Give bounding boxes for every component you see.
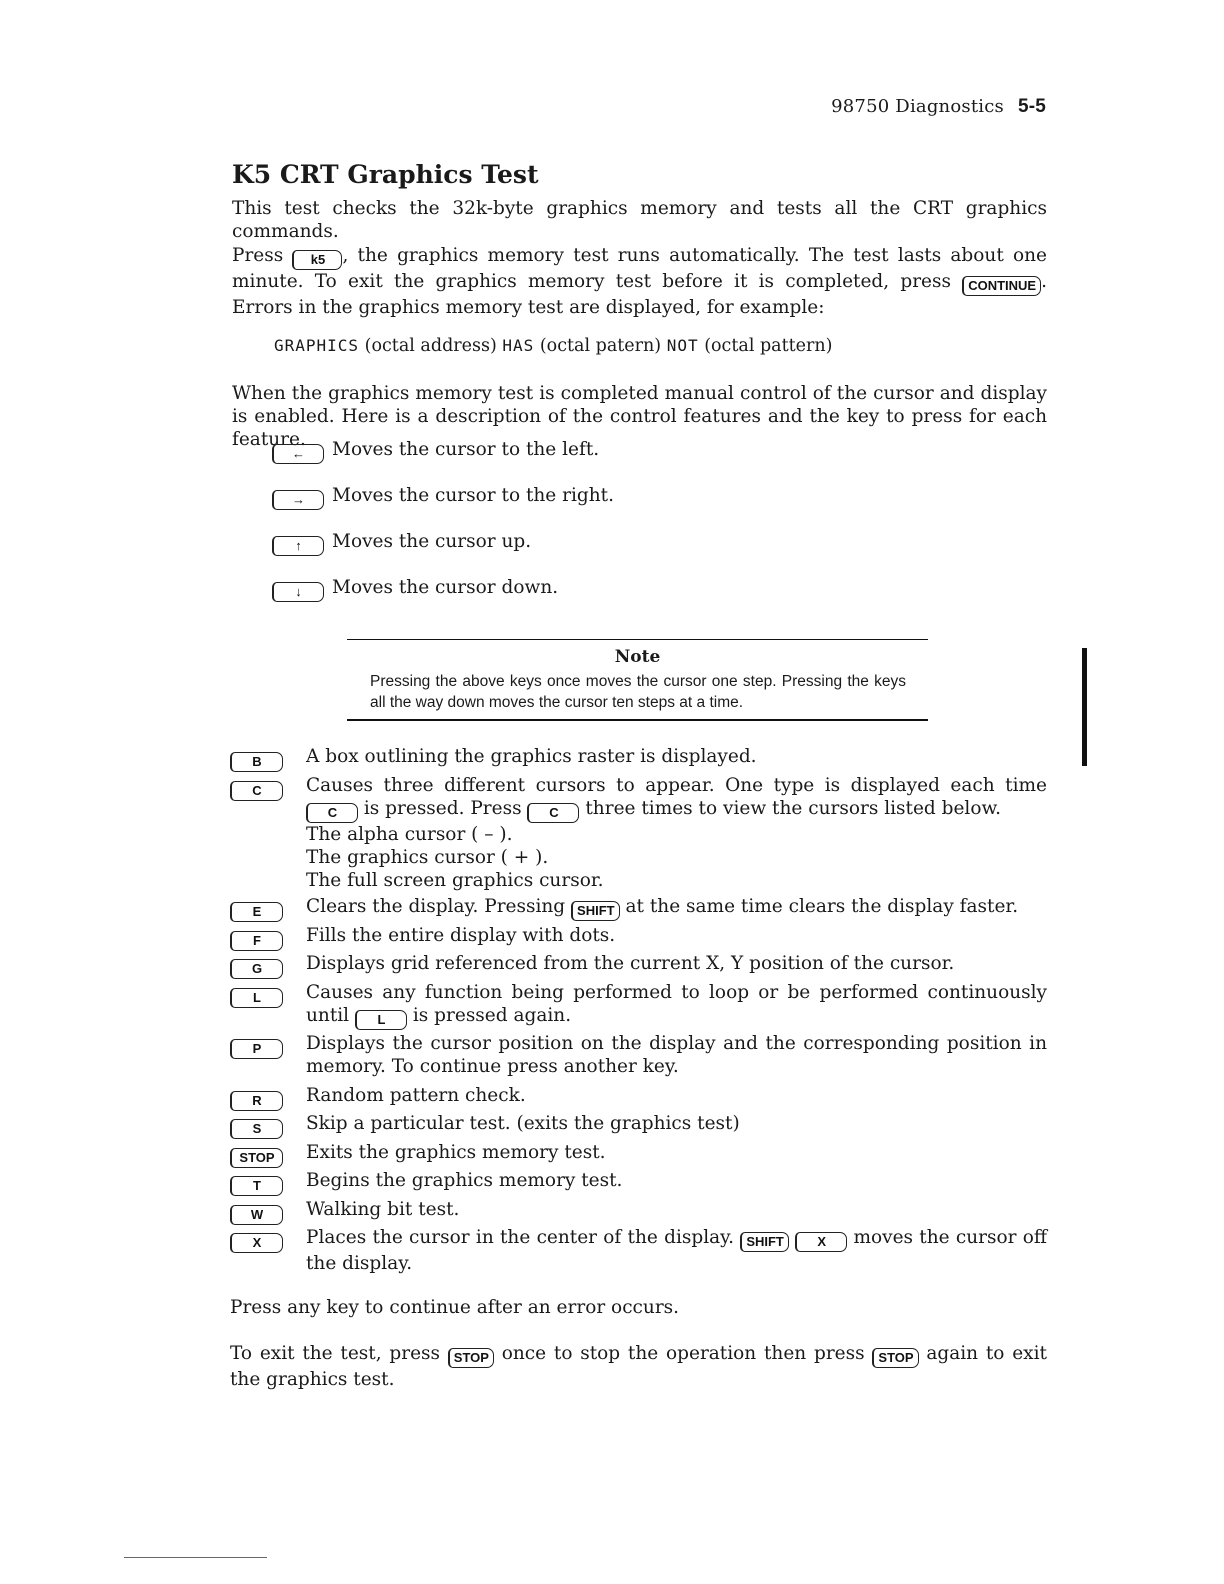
up-arrow-key: ↑ <box>272 536 324 556</box>
key-row-s <box>230 1112 1047 1135</box>
shift-key: SHIFT <box>740 1232 789 1252</box>
key-row-b <box>230 745 1047 768</box>
w-key: W <box>230 1205 283 1225</box>
text: Moves the cursor to the right. <box>332 485 614 506</box>
l-key: L <box>230 988 283 1008</box>
text: Moves the cursor up. <box>332 531 532 552</box>
footer-rule <box>124 1557 267 1558</box>
text: at the same time clears the display faster. <box>625 896 1019 917</box>
p-key: P <box>230 1039 283 1059</box>
stop-key-inline: STOP <box>448 1348 494 1368</box>
text: To exit the test, press <box>230 1343 441 1364</box>
error-example <box>274 336 833 356</box>
text: is pressed. Press <box>363 798 522 819</box>
right-arrow-key: → <box>272 490 324 510</box>
arrow-down-row <box>272 577 558 602</box>
x-key-inline: X <box>795 1232 847 1252</box>
l-key-inline: L <box>355 1010 407 1030</box>
shift-key: SHIFT <box>571 901 620 921</box>
continue-key: CONTINUE <box>962 276 1041 296</box>
text: Clears the display. Pressing <box>306 896 566 917</box>
text: once to stop the operation then press <box>501 1343 865 1364</box>
key-row-r <box>230 1084 1047 1107</box>
key-description: Exits the graphics memory test. <box>306 1142 606 1163</box>
text: , the graphics memory test runs automatically. The test lasts about one minute. To exit the graphics memory test before it is completed, press <box>232 245 1047 292</box>
b-key: B <box>230 752 283 772</box>
arrow-left-row <box>272 439 599 464</box>
text: Moves the cursor down. <box>332 577 559 598</box>
c-key-inline: C <box>527 803 579 823</box>
text: is pressed again. <box>412 1005 572 1026</box>
key-description: Skip a particular test. (exits the graphics test) <box>306 1113 740 1134</box>
code-word: HAS <box>502 336 535 355</box>
header-section: 98750 Diagnostics <box>831 96 1004 117</box>
note-title: Note <box>614 647 661 667</box>
f-key: F <box>230 931 283 951</box>
left-arrow-key: ← <box>272 444 324 464</box>
k5-key: k5 <box>292 250 342 270</box>
press-paragraph <box>232 244 1047 319</box>
cursor-type-alpha: The alpha cursor ( – ). <box>306 824 513 845</box>
page-header <box>831 96 1046 118</box>
key-description: Random pattern check. <box>306 1085 526 1106</box>
text: . Errors in the graphics memory test are displayed, for example: <box>232 271 1047 318</box>
key-row-t <box>230 1169 1047 1192</box>
arrow-right-row <box>272 485 614 510</box>
text: again to exit the graphics test. <box>230 1343 1047 1390</box>
code-word: NOT <box>666 336 699 355</box>
manual-control-paragraph: When the graphics memory test is completed manual control of the cursor and display is enabled. Here is a description of the control features and the key to press for each feature. <box>232 383 1047 450</box>
key-description: Walking bit test. <box>306 1199 460 1220</box>
key-row-p <box>230 1032 1047 1078</box>
key-description <box>306 981 1047 1030</box>
page-number: 5-5 <box>1017 96 1046 117</box>
key-row-x <box>230 1226 1047 1275</box>
t-key: T <box>230 1176 283 1196</box>
key-description: Displays grid referenced from the current X, Y position of the cursor. <box>306 953 955 974</box>
s-key: S <box>230 1119 283 1139</box>
stop-key: STOP <box>230 1148 283 1168</box>
cursor-type-graphics: The graphics cursor ( + ). <box>306 847 549 868</box>
stop-key-inline: STOP <box>872 1348 918 1368</box>
note-box <box>347 639 928 721</box>
key-row-stop <box>230 1141 1047 1164</box>
text: Causes any function being performed to loop or be performed continuously until <box>306 982 1047 1026</box>
code-word: GRAPHICS <box>274 336 360 355</box>
text: Places the cursor in the center of the display. <box>306 1227 735 1248</box>
key-row-e <box>230 895 1047 921</box>
text: three times to view the cursors listed below. <box>585 798 1001 819</box>
cursor-type-fullscreen: The full screen graphics cursor. <box>306 870 604 891</box>
change-bar <box>1082 648 1087 766</box>
key-description: Displays the cursor position on the display and the corresponding position in memory. To continue press another key. <box>306 1033 1047 1077</box>
exit-paragraph <box>230 1342 1047 1391</box>
section-title: K5 CRT Graphics Test <box>232 160 539 189</box>
down-arrow-key: ↓ <box>272 582 324 602</box>
intro-paragraph: This test checks the 32k-byte graphics memory and tests all the CRT graphics commands. <box>232 198 1047 242</box>
text: (octal patern) <box>539 336 662 356</box>
key-description: Begins the graphics memory test. <box>306 1170 623 1191</box>
text: (octal pattern) <box>704 336 833 356</box>
key-row-w <box>230 1198 1047 1221</box>
key-description <box>306 1226 1047 1275</box>
key-description <box>306 895 1047 921</box>
c-key: C <box>230 781 283 801</box>
key-row-g <box>230 952 1047 975</box>
text: Press <box>232 245 284 266</box>
g-key: G <box>230 959 283 979</box>
key-description: A box outlining the graphics raster is displayed. <box>306 746 757 767</box>
text: moves the cursor off the display. <box>306 1227 1047 1274</box>
text: Causes three different cursors to appear. One type is displayed each time <box>306 775 1047 796</box>
x-key: X <box>230 1233 283 1253</box>
r-key: R <box>230 1091 283 1111</box>
key-description: Fills the entire display with dots. <box>306 925 616 946</box>
text: Moves the cursor to the left. <box>332 439 600 460</box>
error-continue-paragraph: Press any key to continue after an error occurs. <box>230 1297 680 1318</box>
key-row-l <box>230 981 1047 1030</box>
key-row-f <box>230 924 1047 947</box>
arrow-up-row <box>272 531 531 556</box>
e-key: E <box>230 902 283 922</box>
key-description <box>306 774 1047 892</box>
text: (octal address) <box>364 336 497 356</box>
c-key-inline: C <box>306 803 358 823</box>
note-body: Pressing the above keys once moves the cursor one step. Pressing the keys all the way down moves the cursor ten steps at a time. <box>370 673 906 711</box>
key-row-c <box>230 774 1047 892</box>
